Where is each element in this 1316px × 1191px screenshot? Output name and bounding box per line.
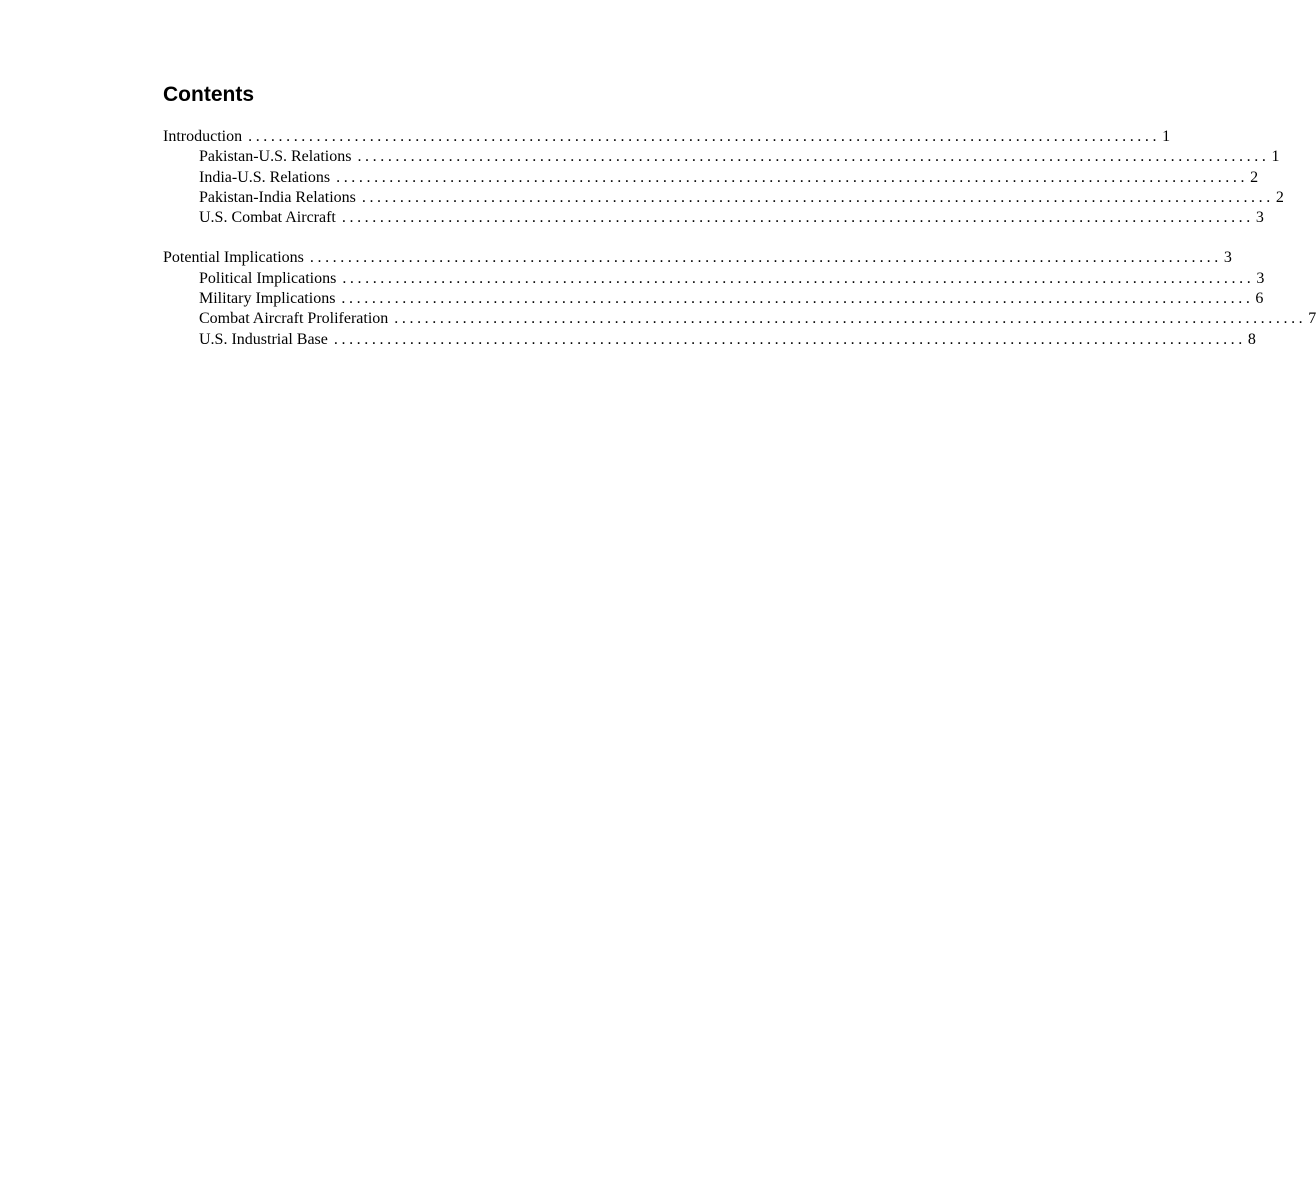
toc-subentry-label: Combat Aircraft Proliferation <box>199 310 389 328</box>
dot-leader: ........................................................................................................................ <box>341 209 1254 227</box>
toc-subentry <box>163 269 1265 289</box>
toc-subentry <box>163 147 1280 167</box>
table-of-contents <box>163 127 1316 370</box>
page-title: Contents <box>163 83 254 106</box>
toc-subentry-label: Pakistan-U.S. Relations <box>199 148 352 166</box>
toc-subentry-label: U.S. Combat Aircraft <box>199 209 336 227</box>
toc-subentry <box>163 188 1284 208</box>
dot-leader: ........................................................................................................................ <box>248 128 1161 145</box>
toc-subentry-label: India-U.S. Relations <box>199 168 331 186</box>
toc-entry <box>163 248 1232 268</box>
toc-subentry-label: Political Implications <box>199 269 337 287</box>
toc-page-number: 1 <box>1271 148 1280 166</box>
toc-page-number: 6 <box>1255 290 1264 308</box>
dot-leader: ........................................................................................................................ <box>341 290 1254 308</box>
toc-page-number: 2 <box>1275 188 1284 206</box>
toc-section <box>163 127 1284 228</box>
toc-entry <box>163 127 1171 147</box>
toc-entry-label: Potential Implications <box>163 249 304 267</box>
toc-page-number: 3 <box>1255 209 1264 227</box>
toc-page-number: 2 <box>1250 168 1259 186</box>
dot-leader: ........................................................................................................................ <box>309 249 1222 267</box>
toc-page-number: 3 <box>1256 269 1265 287</box>
toc-page-number: 7 <box>1308 310 1316 328</box>
toc-subentry <box>163 168 1259 188</box>
toc-subentry <box>163 330 1256 350</box>
toc-subentry-label: U.S. Industrial Base <box>199 330 328 348</box>
toc-entry-label: Introduction <box>163 128 243 145</box>
toc-page-number: 1 <box>1162 128 1171 145</box>
dot-leader: ........................................................................................................................ <box>357 148 1270 166</box>
toc-page-number: 3 <box>1223 249 1232 267</box>
dot-leader: ........................................................................................................................ <box>333 330 1246 348</box>
toc-subentry <box>163 208 1264 228</box>
toc-section <box>163 248 1316 349</box>
toc-subentry <box>163 309 1316 329</box>
dot-leader: ........................................................................................................................ <box>394 310 1307 328</box>
toc-subentry <box>163 289 1264 309</box>
dot-leader: ........................................................................................................................ <box>342 269 1255 287</box>
dot-leader: ........................................................................................................................ <box>336 168 1249 186</box>
dot-leader: ........................................................................................................................ <box>361 188 1274 206</box>
toc-subentry-label: Military Implications <box>199 290 336 308</box>
toc-subentry-label: Pakistan-India Relations <box>199 188 356 206</box>
toc-page-number: 8 <box>1247 330 1256 348</box>
